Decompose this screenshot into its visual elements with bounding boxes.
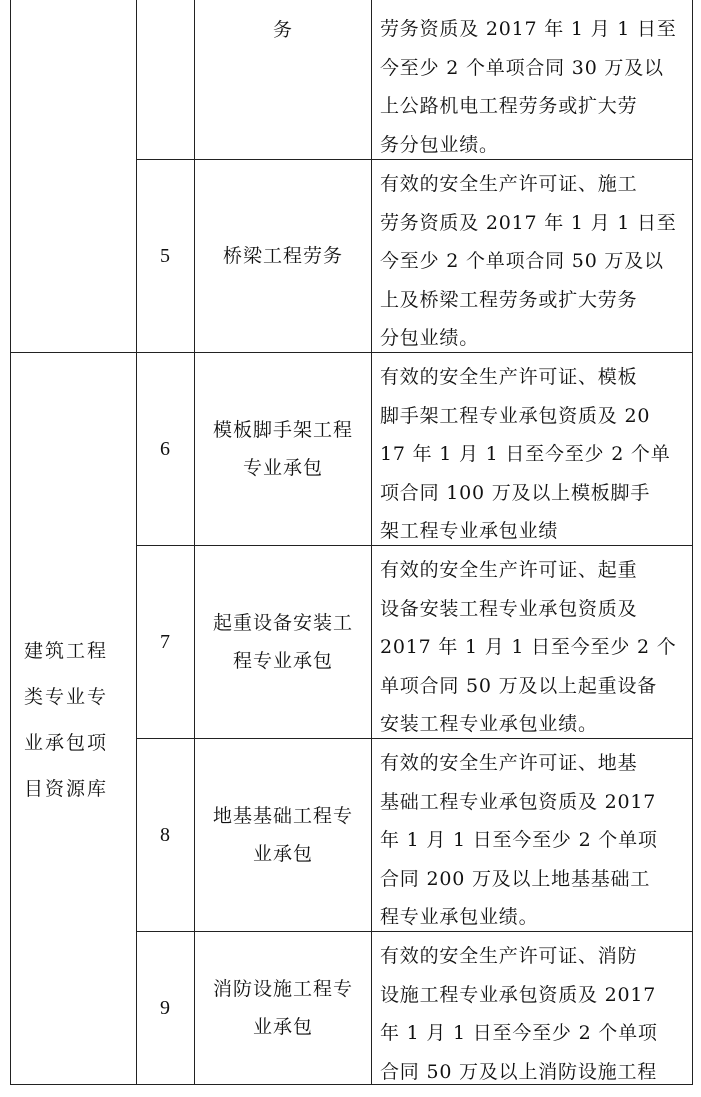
requirement-line: 有效的安全生产许可证、起重 <box>380 559 638 581</box>
requirement-line: 安装工程专业承包业绩。 <box>380 713 598 735</box>
project-name-line: 业承包 <box>252 1016 313 1038</box>
requirement-line: 有效的安全生产许可证、消防 <box>380 945 638 967</box>
requirement-line: 2017 年 1 月 1 日至今至少 2 个 <box>380 636 677 658</box>
requirement-line: 务分包业绩。 <box>380 133 499 156</box>
requirement-line: 分包业绩。 <box>380 327 480 349</box>
project-name-cell <box>195 160 371 352</box>
category-label <box>24 628 134 812</box>
category-label-line: 业承包项 <box>24 732 109 754</box>
project-name-line: 消防设施工程专 <box>212 978 353 1000</box>
requirement-line: 有效的安全生产许可证、模板 <box>380 366 638 388</box>
requirement-line: 年 1 月 1 日至今至少 2 个单项 <box>380 1022 658 1044</box>
requirement-line: 劳务资质及 2017 年 1 月 1 日至 <box>380 211 677 234</box>
row-number: 9 <box>160 997 171 1019</box>
requirement-cell <box>380 10 685 164</box>
requirement-cell <box>380 551 685 744</box>
table-border-left <box>10 0 11 1085</box>
requirement-cell <box>380 744 685 937</box>
requirement-line: 年 1 月 1 日至今至少 2 个单项 <box>380 829 658 851</box>
requirement-line: 有效的安全生产许可证、施工 <box>380 173 638 195</box>
project-name-line: 桥梁工程劳务 <box>222 245 343 267</box>
row-number: 7 <box>160 631 171 653</box>
requirement-line: 17 年 1 月 1 日至今至少 2 个单 <box>380 443 671 465</box>
requirement-line: 单项合同 50 万及以上起重设备 <box>380 674 658 697</box>
requirement-line: 合同 200 万及以上地基基础工 <box>380 867 651 890</box>
category-label-line: 建筑工程 <box>24 640 109 662</box>
requirement-line: 设备安装工程专业承包资质及 <box>380 597 638 620</box>
category-label-line: 目资源库 <box>24 778 109 800</box>
project-name-line: 专业承包 <box>242 457 323 479</box>
requirement-line: 今至少 2 个单项合同 50 万及以 <box>380 250 664 272</box>
requirement-line: 程专业承包业绩。 <box>380 906 539 928</box>
row-number: 5 <box>160 245 171 267</box>
requirement-cell <box>380 358 685 551</box>
project-name-cell <box>195 0 371 60</box>
requirement-line: 合同 50 万及以上消防设施工程 <box>380 1060 658 1083</box>
project-name-line: 地基基础工程专 <box>212 805 353 827</box>
table-border-right <box>692 0 693 1085</box>
requirement-line: 脚手架工程专业承包资质及 20 <box>380 404 651 427</box>
project-name-line: 起重设备安装工 <box>212 612 353 634</box>
requirement-line: 项合同 100 万及以上模板脚手 <box>380 481 651 504</box>
project-name-cell <box>195 739 371 931</box>
requirement-line: 有效的安全生产许可证、地基 <box>380 752 638 774</box>
table-divider-name <box>371 0 372 1085</box>
category-label-line: 类专业专 <box>24 686 109 708</box>
requirement-line: 劳务资质及 2017 年 1 月 1 日至 <box>380 18 677 40</box>
requirement-line: 架工程专业承包业绩 <box>380 520 559 542</box>
requirement-line: 上公路机电工程劳务或扩大劳 <box>380 95 638 117</box>
row-number: 8 <box>160 824 171 846</box>
project-name-cell <box>195 932 371 1084</box>
project-name-cell <box>195 353 371 545</box>
requirement-line: 今至少 2 个单项合同 30 万及以 <box>380 56 664 79</box>
project-name-line: 模板脚手架工程 <box>212 419 353 441</box>
row-number: 6 <box>160 438 171 460</box>
project-name-line: 业承包 <box>252 843 313 865</box>
requirement-cell <box>380 937 685 1091</box>
requirement-line: 基础工程专业承包资质及 2017 <box>380 790 657 813</box>
project-name-line: 程专业承包 <box>232 650 333 672</box>
project-name-cell <box>195 546 371 738</box>
requirement-line: 上及桥梁工程劳务或扩大劳务 <box>380 288 638 311</box>
requirement-cell <box>380 165 685 358</box>
project-name-line: 务 <box>272 19 293 41</box>
requirement-line: 设施工程专业承包资质及 2017 <box>380 983 657 1006</box>
